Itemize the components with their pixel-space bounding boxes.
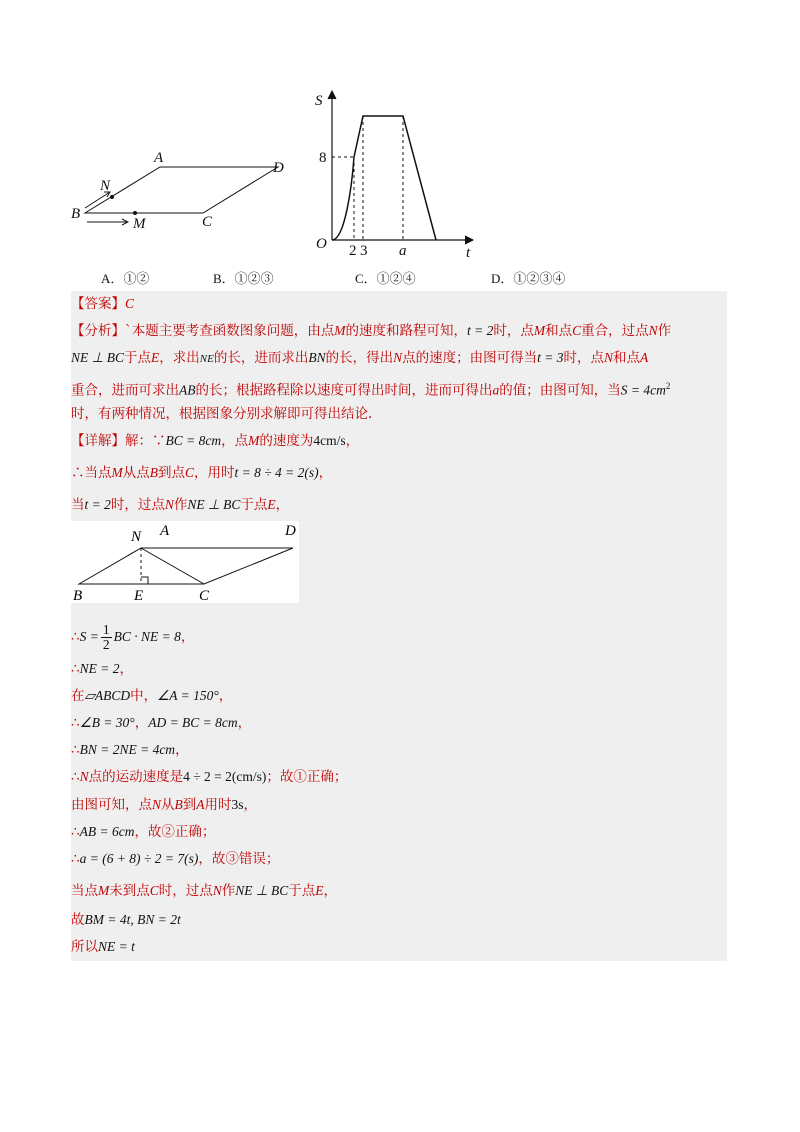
segment-nc: [141, 548, 204, 584]
solution-panel: [71, 291, 727, 961]
detail-label-e: E: [134, 588, 144, 603]
label-m: M: [133, 216, 146, 232]
detail-line-13: 当点M未到点C时，过点N作NE ⊥ BC于点E，: [71, 883, 338, 899]
label-c: C: [202, 214, 213, 230]
detail-line-7: ∴∠B = 30°，AD = BC = 8cm，: [71, 715, 252, 731]
choice-d: D．①②③④: [491, 271, 566, 286]
label-3: 3: [360, 243, 368, 259]
detail-line-15: 所以NE = t: [71, 939, 135, 955]
fraction-half: $\frac{1}{2}$: [102, 622, 110, 652]
choice-b: B．①②③: [213, 271, 274, 286]
choice-a: A．①②: [101, 271, 150, 286]
detail-line-2: ∴当点M从点B到点C，用时t = 8 ÷ 4 = 2(s)，: [71, 465, 333, 481]
detail-line-10: 由图可知，点N从B到A用时3s，: [71, 797, 258, 813]
answer-line: 【答案】C: [71, 296, 135, 312]
detail-label-n: N: [131, 529, 142, 545]
choice-c: C．①②④: [355, 271, 416, 286]
detail-line-5: ∴NE = 2，: [71, 661, 133, 677]
label-b: B: [71, 206, 81, 222]
detail-line-6: 在▱ABCD中，∠A = 150°，: [71, 688, 233, 704]
analysis-line-2: NE ⊥ BC于点E，求出NE的长，进而求出BN的长，得出N点的速度；由图可得当t = 3时，点N和点A: [71, 350, 649, 366]
parallelogram-shape: [85, 167, 278, 213]
point-m: [133, 211, 137, 215]
x-arrowhead: [465, 236, 473, 244]
graph-curve: [332, 116, 436, 240]
y-arrowhead: [328, 91, 336, 99]
point-n: [110, 195, 114, 199]
detail-line-9: ∴N点的运动速度是4 ÷ 2 = 2(cm/s)；故①正确；: [71, 769, 348, 785]
detail-label-a: A: [160, 523, 170, 539]
label-a: A: [154, 150, 164, 166]
detail-label-d: D: [285, 523, 296, 539]
detail-figure: [71, 521, 299, 603]
detail-line-14: 故BM = 4t, BN = 2t: [71, 912, 181, 928]
label-s: S: [315, 93, 323, 109]
label-2: 2: [349, 243, 357, 259]
detail-line-4: ∴S = $\frac{1}{2}$ BC · NE = 8，: [71, 622, 195, 652]
answer-choices: [0, 268, 800, 292]
detail-line-11: ∴AB = 6cm，故②正确；: [71, 824, 216, 840]
label-d: D: [273, 160, 284, 176]
detail-label-b: B: [73, 588, 83, 603]
right-angle-mark: [141, 577, 148, 584]
detail-line-3: 当t = 2时，过点N作NE ⊥ BC于点E，: [71, 497, 290, 513]
label-8: 8: [319, 150, 327, 166]
label-t: t: [466, 245, 471, 261]
parallelogram-figure: [70, 150, 300, 235]
analysis-line-4: 时，有两种情况，根据图象分别求解即可得出结论.: [71, 406, 373, 422]
detail-line-1: 【详解】解：∵BC = 8cm，点M的速度为4cm/s，: [71, 433, 360, 449]
label-n: N: [100, 178, 111, 194]
label-a-axis: a: [399, 243, 407, 259]
s-t-graph: [305, 85, 485, 265]
analysis-line-1: 【分析】`本题主要考查函数图象问题，由点M的速度和路程可知，t = 2时，点M和点C重合，过点N作: [71, 323, 672, 339]
analysis-line-3: 重合，进而可求出AB的长；根据路程除以速度可得出时间，进而可得出a的值；由图可知，当$S = 4cm^2$: [71, 381, 671, 399]
label-o: O: [316, 236, 327, 252]
detail-label-c: C: [199, 588, 210, 603]
detail-line-8: ∴BN = 2NE = 4cm，: [71, 742, 189, 758]
detail-line-12: ∴a = (6 + 8) ÷ 2 = 7(s)，故③错误；: [71, 851, 280, 867]
detail-parallelogram: [79, 548, 293, 584]
